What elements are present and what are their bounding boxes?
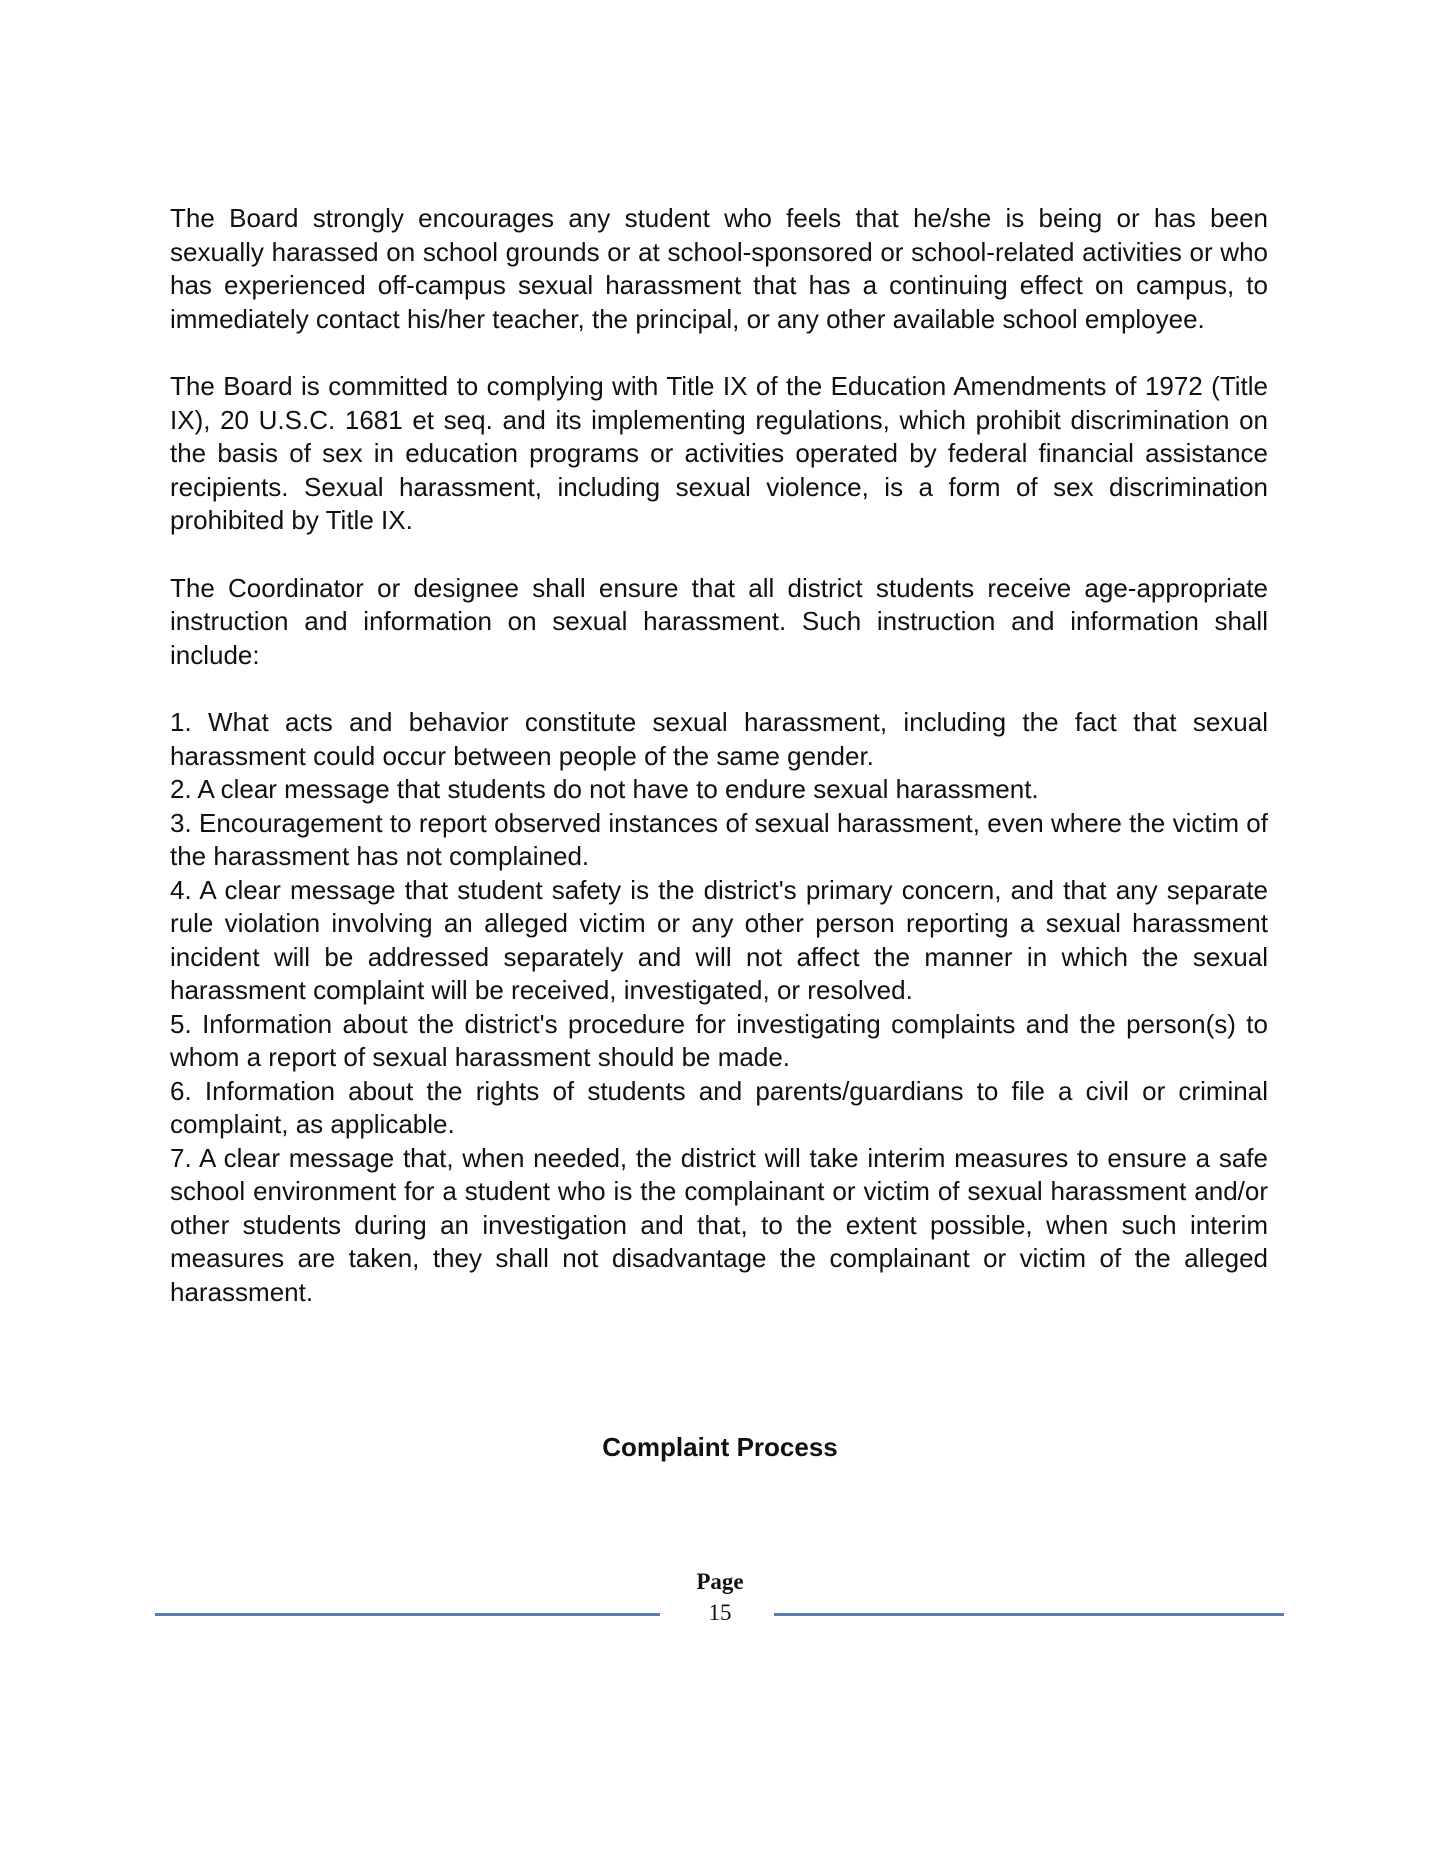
instruction-list xyxy=(170,706,1268,1309)
paragraph-title-ix: The Board is committed to complying with Title IX of the Education Amendments of 1972 (Title IX), 20 U.S.C. 1681 et seq. and its implementing regulations, which prohibit discrimination on the basis of sex in education programs or activities operated by federal financial assistance recipients. Sexual harassment, including sexual violence, is a form of sex discrimination prohibited by Title IX. xyxy=(170,371,1268,535)
page-label: Page xyxy=(696,1569,744,1594)
paragraph-instruction: The Coordinator or designee shall ensure that all district students receive age-appropriate instruction and information on sexual harassment. Such instruction and information shall include: xyxy=(170,572,1268,670)
page-footer xyxy=(0,1565,1440,1635)
section-heading: Complaint Process xyxy=(602,1432,838,1462)
document-body xyxy=(170,202,1268,1309)
footer-rule-right xyxy=(774,1613,1284,1616)
list-item: 2. A clear message that students do not have to endure sexual harassment. xyxy=(170,774,1039,804)
list-item: 5. Information about the district's procedure for investigating complaints and the person(s) to whom a report of sexual harassment should be made. xyxy=(170,1008,1268,1072)
list-item: 3. Encouragement to report observed instances of sexual harassment, even where the victim of the harassment has not complained. xyxy=(170,807,1268,871)
list-item: 7. A clear message that, when needed, the district will take interim measures to ensure a safe school environment for a student who is the complainant or victim of sexual harassment and/or other students during an investigation and that, to the extent possible, when such interim measures are taken, they shall not disadvantage the complainant or victim of the alleged harassment. xyxy=(170,1142,1268,1307)
footer-rule-left xyxy=(155,1613,660,1616)
list-item: 1. What acts and behavior constitute sexual harassment, including the fact that sexual harassment could occur between people of the same gender. xyxy=(170,707,1268,771)
page-number: 15 xyxy=(708,1600,732,1625)
paragraph-reporting: The Board strongly encourages any student who feels that he/she is being or has been sexually harassed on school grounds or at school-sponsored or school-related activities or who has experienced off-campus sexual harassment that has a continuing effect on campus, to immediately contact his/her teacher, the principal, or any other available school employee. xyxy=(170,203,1268,334)
list-item: 6. Information about the rights of students and parents/guardians to file a civil or criminal complaint, as applicable. xyxy=(170,1075,1268,1139)
list-item: 4. A clear message that student safety is the district's primary concern, and that any separate rule violation involving an alleged victim or any other person reporting a sexual harassment incident will be addressed separately and will not affect the manner in which the sexual harassment complaint will be received, investigated, or resolved. xyxy=(170,874,1268,1005)
